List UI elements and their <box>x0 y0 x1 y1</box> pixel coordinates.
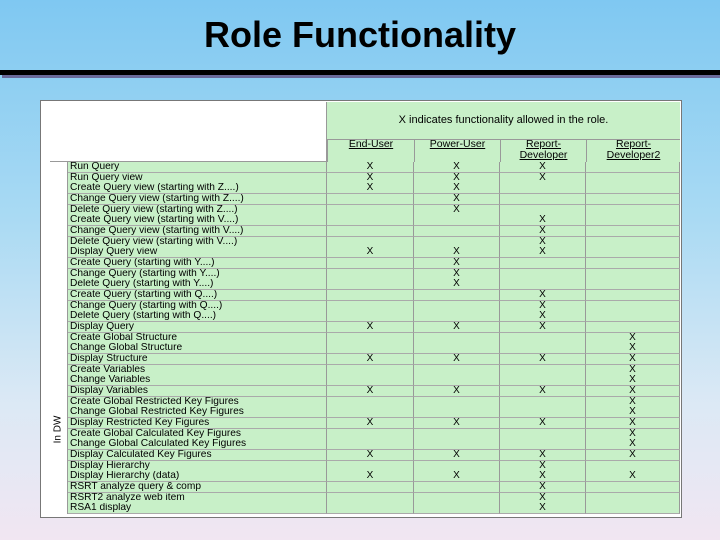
role-mark-cell: X <box>414 183 500 194</box>
column-header-line1: Report- <box>615 138 651 150</box>
role-mark-cell <box>327 205 414 216</box>
function-name-cell: Create Query (starting with Q....) <box>68 290 327 301</box>
row-group-label: In DW <box>52 415 64 444</box>
title-divider <box>0 70 720 75</box>
role-mark-cell: X <box>500 237 586 248</box>
role-mark-cell: X <box>500 482 586 493</box>
table-row <box>68 418 680 429</box>
function-name-cell: Display Hierarchy (data) <box>68 471 327 482</box>
role-mark-cell <box>500 429 586 440</box>
role-mark-cell <box>414 290 500 301</box>
role-mark-cell: X <box>586 471 680 482</box>
role-mark-cell <box>414 429 500 440</box>
role-mark-cell <box>414 503 500 514</box>
role-mark-cell <box>586 301 680 312</box>
role-mark-cell <box>586 173 680 184</box>
page-title: Role Functionality <box>203 14 516 55</box>
table-row <box>68 205 680 216</box>
function-name-cell: Create Global Restricted Key Figures <box>68 397 327 408</box>
table-row <box>68 247 680 258</box>
role-mark-cell: X <box>586 439 680 450</box>
column-header-line1: End-User <box>348 138 394 150</box>
role-mark-cell: X <box>414 322 500 333</box>
function-name-cell: Display Query <box>68 322 327 333</box>
role-mark-cell: X <box>414 247 500 258</box>
role-mark-cell <box>586 311 680 322</box>
function-name-cell: Display Calculated Key Figures <box>68 450 327 461</box>
role-mark-cell <box>327 194 414 205</box>
role-mark-cell: X <box>327 322 414 333</box>
function-name-cell: RSRT2 analyze web item <box>68 493 327 504</box>
role-mark-cell: X <box>500 386 586 397</box>
table-row <box>68 279 680 290</box>
role-mark-cell: X <box>500 290 586 301</box>
function-name-cell: Display Structure <box>68 354 327 365</box>
role-mark-cell: X <box>500 173 586 184</box>
role-mark-cell: X <box>327 386 414 397</box>
role-mark-cell: X <box>586 386 680 397</box>
column-header-line1: Report- <box>525 138 561 150</box>
role-mark-cell <box>586 162 680 173</box>
function-name-cell: RSA1 display <box>68 503 327 514</box>
table-row <box>68 343 680 354</box>
role-mark-cell <box>586 482 680 493</box>
role-mark-cell: X <box>414 386 500 397</box>
function-name-cell: Create Variables <box>68 365 327 376</box>
role-mark-cell <box>586 279 680 290</box>
function-name-cell: Create Query (starting with Y....) <box>68 258 327 269</box>
role-mark-cell <box>414 482 500 493</box>
function-name-cell: Display Restricted Key Figures <box>68 418 327 429</box>
table-row <box>68 183 680 194</box>
column-header-line2: Developer2 <box>606 149 661 161</box>
role-mark-cell <box>327 482 414 493</box>
role-mark-cell: X <box>414 162 500 173</box>
role-mark-cell <box>414 493 500 504</box>
table-row <box>68 322 680 333</box>
role-mark-cell <box>327 290 414 301</box>
role-mark-cell: X <box>500 493 586 504</box>
role-mark-cell <box>586 493 680 504</box>
role-mark-cell: X <box>586 354 680 365</box>
role-mark-cell <box>327 279 414 290</box>
role-mark-cell <box>327 429 414 440</box>
table-row <box>68 237 680 248</box>
role-mark-cell: X <box>414 354 500 365</box>
role-mark-cell: X <box>586 407 680 418</box>
role-mark-cell: X <box>500 162 586 173</box>
function-name-cell: Change Query (starting with Y....) <box>68 269 327 280</box>
function-name-cell: Display Variables <box>68 386 327 397</box>
role-mark-cell <box>586 247 680 258</box>
function-name-cell: Create Global Calculated Key Figures <box>68 429 327 440</box>
role-mark-cell: X <box>327 183 414 194</box>
table-row <box>68 439 680 450</box>
role-mark-cell: X <box>586 365 680 376</box>
table-row <box>68 450 680 461</box>
column-header-line1: Power-User <box>429 138 486 150</box>
table-row <box>68 162 680 173</box>
role-mark-cell <box>500 269 586 280</box>
role-mark-cell: X <box>327 173 414 184</box>
role-mark-cell: X <box>586 397 680 408</box>
role-mark-cell <box>327 503 414 514</box>
table-row <box>68 386 680 397</box>
function-name-cell: Display Hierarchy <box>68 461 327 472</box>
role-mark-cell <box>327 365 414 376</box>
function-name-cell: Change Variables <box>68 375 327 386</box>
role-mark-cell: X <box>327 162 414 173</box>
role-mark-cell: X <box>500 247 586 258</box>
role-mark-cell: X <box>586 343 680 354</box>
function-name-cell: Change Query view (starting with Z....) <box>68 194 327 205</box>
function-name-cell: Delete Query (starting with Y....) <box>68 279 327 290</box>
role-mark-cell: X <box>500 354 586 365</box>
role-mark-cell: X <box>500 322 586 333</box>
table-row <box>68 290 680 301</box>
role-mark-cell <box>586 205 680 216</box>
table-row <box>68 226 680 237</box>
table-row <box>68 429 680 440</box>
role-mark-cell <box>586 226 680 237</box>
role-mark-cell: X <box>500 503 586 514</box>
role-mark-cell <box>327 493 414 504</box>
function-name-cell: Change Global Restricted Key Figures <box>68 407 327 418</box>
function-name-cell: Change Global Calculated Key Figures <box>68 439 327 450</box>
function-name-cell: Create Global Structure <box>68 333 327 344</box>
function-name-cell: Delete Query view (starting with V....) <box>68 237 327 248</box>
column-header-power-user <box>414 139 500 162</box>
role-mark-cell: X <box>327 354 414 365</box>
role-mark-cell: X <box>500 418 586 429</box>
function-name-cell: Delete Query (starting with Q....) <box>68 311 327 322</box>
role-mark-cell <box>414 365 500 376</box>
table-row <box>68 375 680 386</box>
role-mark-cell <box>586 183 680 194</box>
role-mark-cell <box>327 226 414 237</box>
role-mark-cell: X <box>500 301 586 312</box>
function-name-cell: Delete Query view (starting with Z....) <box>68 205 327 216</box>
role-mark-cell <box>327 301 414 312</box>
role-mark-cell <box>500 397 586 408</box>
table-row <box>68 194 680 205</box>
table-row <box>68 258 680 269</box>
role-mark-cell <box>327 269 414 280</box>
table-row <box>68 482 680 493</box>
role-mark-cell <box>586 215 680 226</box>
role-mark-cell: X <box>414 418 500 429</box>
role-mark-cell <box>500 333 586 344</box>
role-mark-cell <box>414 301 500 312</box>
role-mark-cell <box>586 290 680 301</box>
role-mark-cell: X <box>500 311 586 322</box>
role-mark-cell <box>414 215 500 226</box>
role-mark-cell <box>500 258 586 269</box>
role-mark-cell: X <box>500 461 586 472</box>
role-mark-cell: X <box>586 450 680 461</box>
table-row <box>68 397 680 408</box>
role-functionality-table <box>50 102 680 514</box>
role-mark-cell <box>586 237 680 248</box>
role-mark-cell <box>414 333 500 344</box>
role-mark-cell <box>414 226 500 237</box>
column-header-report-developer <box>500 139 586 162</box>
role-mark-cell <box>586 503 680 514</box>
table-row <box>68 215 680 226</box>
role-mark-cell <box>586 194 680 205</box>
table-row <box>68 333 680 344</box>
role-mark-cell: X <box>586 333 680 344</box>
column-header-report-developer2 <box>586 139 680 162</box>
table-row <box>68 503 680 514</box>
row-group-side-cell <box>50 162 68 514</box>
table-row <box>68 407 680 418</box>
role-mark-cell <box>327 397 414 408</box>
role-mark-cell <box>500 194 586 205</box>
table-row <box>68 269 680 280</box>
role-mark-cell: X <box>327 418 414 429</box>
role-mark-cell: X <box>414 194 500 205</box>
function-name-cell: Change Query (starting with Q....) <box>68 301 327 312</box>
table-row <box>68 311 680 322</box>
function-name-cell: Display Query view <box>68 247 327 258</box>
table-row <box>68 471 680 482</box>
function-name-cell: Run Query <box>68 162 327 173</box>
role-mark-cell: X <box>327 247 414 258</box>
function-name-cell: RSRT analyze query & comp <box>68 482 327 493</box>
role-mark-cell <box>327 258 414 269</box>
role-mark-cell: X <box>414 258 500 269</box>
table-row <box>68 173 680 184</box>
role-mark-cell: X <box>414 173 500 184</box>
role-mark-cell <box>586 258 680 269</box>
function-name-cell: Create Query view (starting with V....) <box>68 215 327 226</box>
role-mark-cell: X <box>414 269 500 280</box>
role-mark-cell <box>327 333 414 344</box>
role-mark-cell: X <box>414 450 500 461</box>
role-mark-cell: X <box>500 450 586 461</box>
role-mark-cell: X <box>586 418 680 429</box>
table-row <box>68 365 680 376</box>
role-mark-cell: X <box>414 279 500 290</box>
role-mark-cell: X <box>500 215 586 226</box>
role-mark-cell <box>500 183 586 194</box>
role-mark-cell: X <box>586 375 680 386</box>
function-name-cell: Run Query view <box>68 173 327 184</box>
table-row <box>68 354 680 365</box>
role-mark-cell: X <box>414 471 500 482</box>
function-name-cell: Change Query view (starting with V....) <box>68 226 327 237</box>
table-row <box>68 493 680 504</box>
column-header-line2: Developer <box>519 149 568 161</box>
role-mark-cell: X <box>327 450 414 461</box>
function-name-cell: Change Global Structure <box>68 343 327 354</box>
legend-note: X indicates functionality allowed in the role. <box>398 114 609 126</box>
role-mark-cell <box>500 365 586 376</box>
role-mark-cell: X <box>586 429 680 440</box>
role-mark-cell: X <box>500 226 586 237</box>
table-row <box>68 301 680 312</box>
column-header-end-user <box>327 139 414 162</box>
role-mark-cell <box>414 397 500 408</box>
header-blank-cell <box>50 102 327 162</box>
table-row <box>68 461 680 472</box>
role-mark-cell: X <box>327 471 414 482</box>
role-mark-cell: X <box>500 471 586 482</box>
function-name-cell: Create Query view (starting with Z....) <box>68 183 327 194</box>
role-mark-cell: X <box>414 205 500 216</box>
role-mark-cell <box>586 269 680 280</box>
role-mark-cell <box>327 215 414 226</box>
